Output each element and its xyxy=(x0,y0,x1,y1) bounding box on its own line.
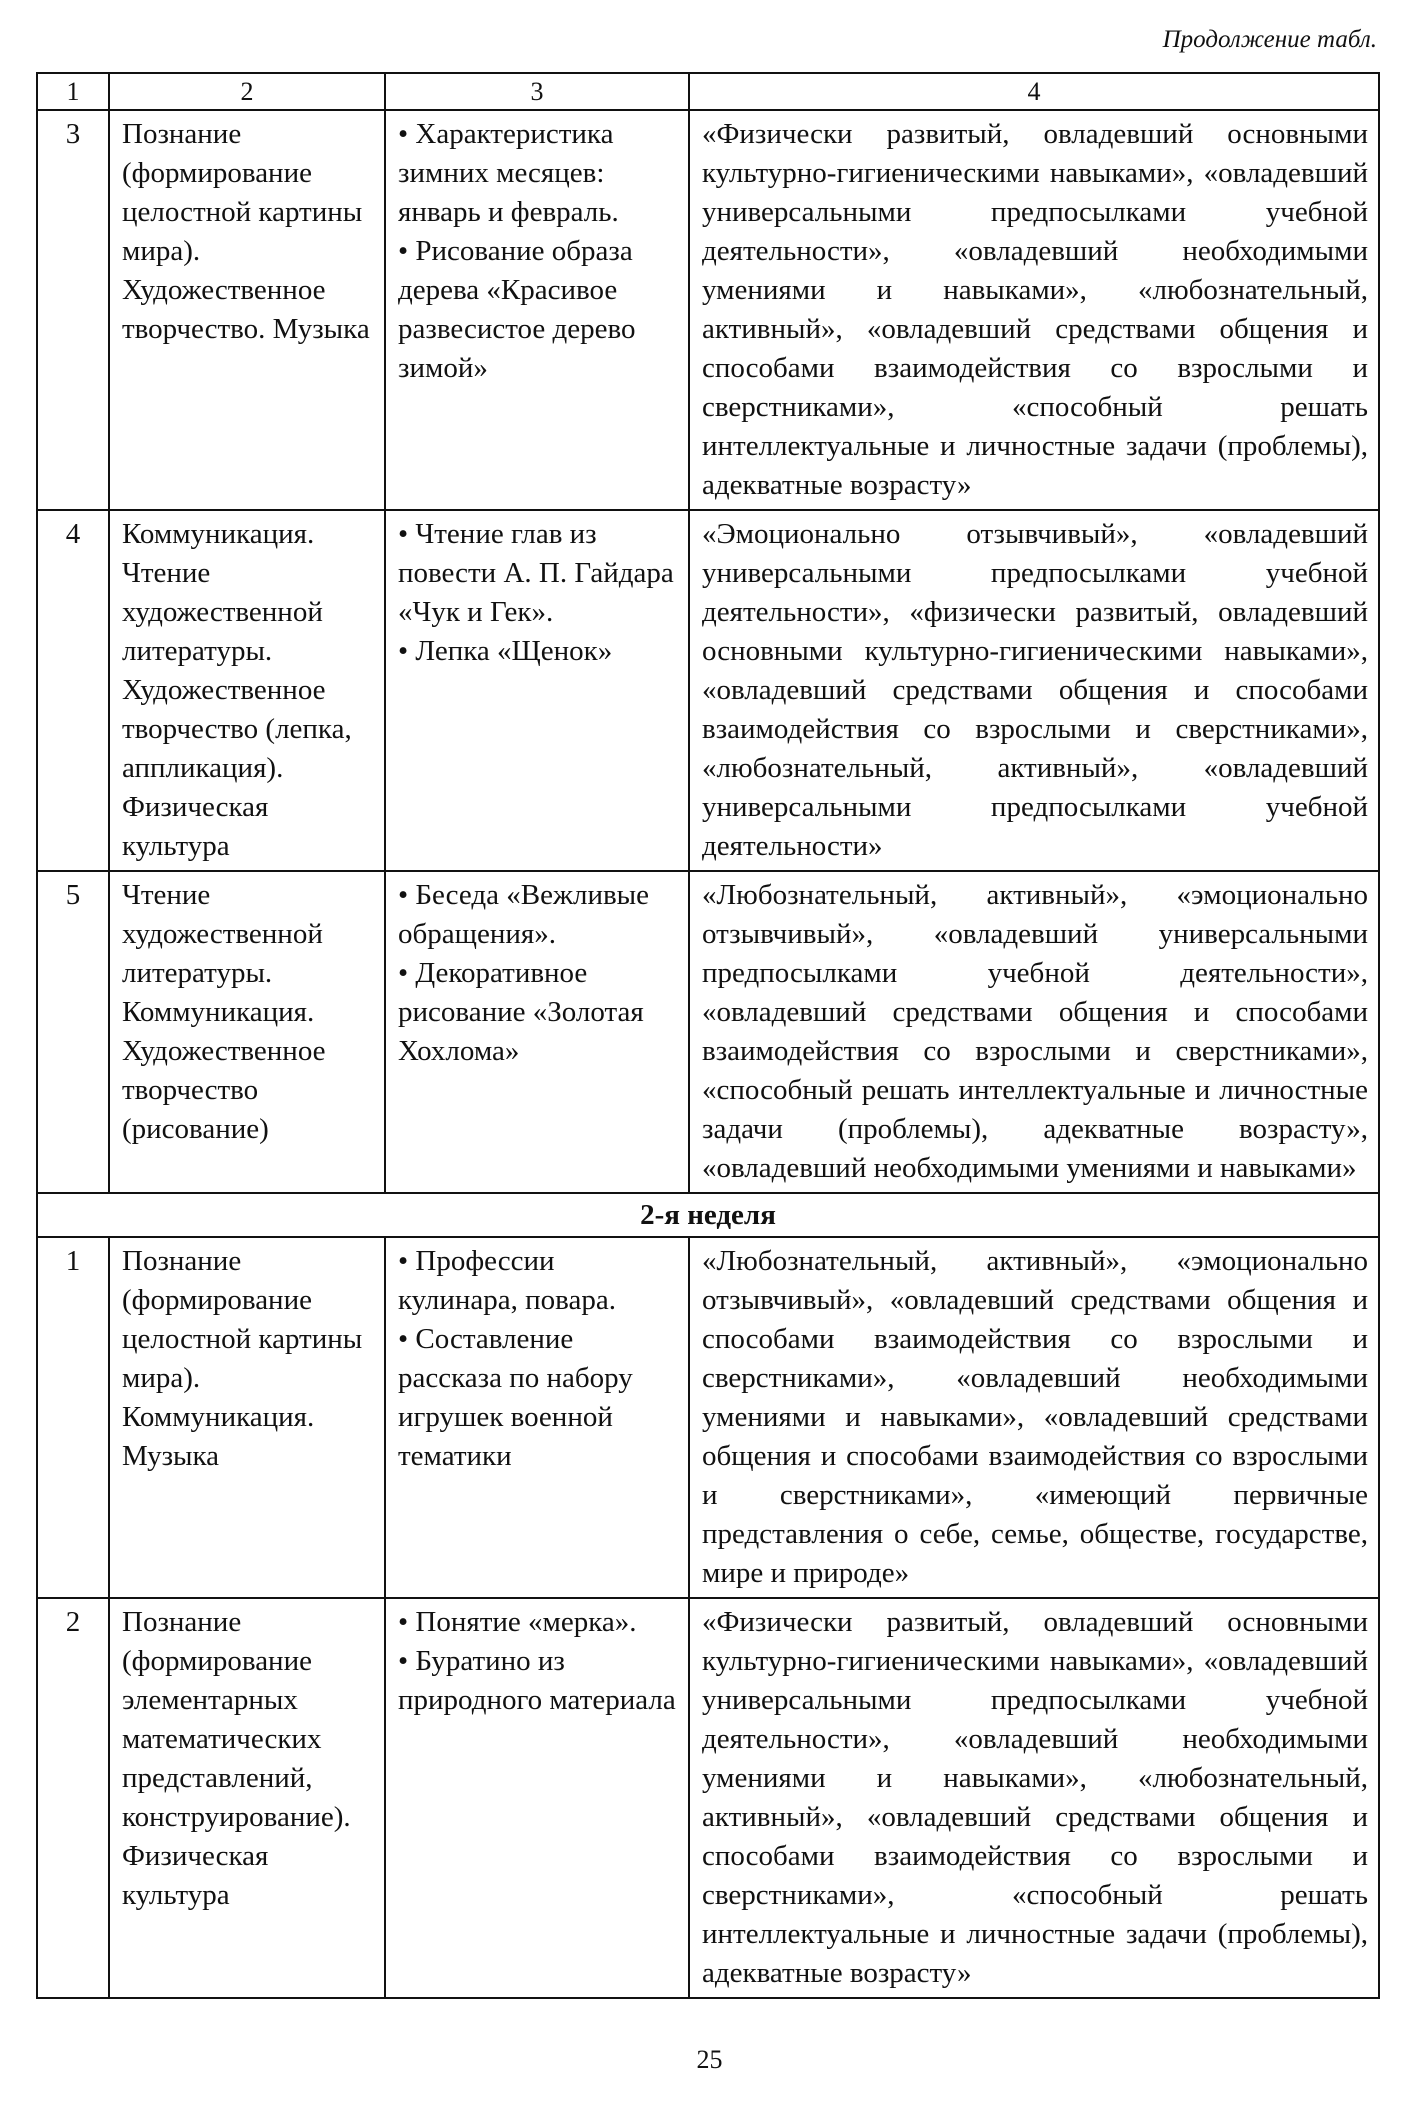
activity-item: • Профессии кулинара, повара. xyxy=(398,1245,616,1316)
table-row xyxy=(37,110,1379,510)
qualities-cell: «Любознательный, активный», «эмоционально отзывчивый», «овладевший средствами общения и способами взаимодействия со взрослыми и сверстниками», «овладевший необходимыми умениями и навыками», «овладевший средствами общения и способами взаимодействия со взрослыми и сверстниками», «имеющий первичные представления о себе, семье, обществе, государстве, мире и природе» xyxy=(689,1237,1379,1598)
activity-item: • Буратино из природного материала xyxy=(398,1645,676,1716)
qualities-cell: «Эмоционально отзывчивый», «овладевший универсальными предпосылками учебной деятельности», «физически развитый, овладевший основными культурно-гигиеническими навыками», «овладевший средствами общения и способами взаимодействия со взрослыми и сверстниками», «любознательный, активный», «овладевший универсальными предпосылками учебной деятельности» xyxy=(689,510,1379,871)
activities-cell xyxy=(385,871,689,1193)
activities-cell xyxy=(385,110,689,510)
header-col-1: 1 xyxy=(37,73,109,110)
table-row xyxy=(37,871,1379,1193)
row-number: 2 xyxy=(37,1598,109,1998)
header-col-4: 4 xyxy=(689,73,1379,110)
activity-item: • Рисование образа дерева «Красивое развесистое дерево зимой» xyxy=(398,235,636,384)
educational-areas-cell: Познание (формирование элементарных математических представлений, конструирование). Физическая культура xyxy=(109,1598,385,1998)
week-header-row xyxy=(37,1193,1379,1237)
activities-cell xyxy=(385,1598,689,1998)
row-number: 1 xyxy=(37,1237,109,1598)
row-number: 3 xyxy=(37,110,109,510)
activities-cell xyxy=(385,1237,689,1598)
table-row xyxy=(37,1598,1379,1998)
educational-areas-cell: Чтение художественной литературы. Коммуникация. Художественное творчество (рисование) xyxy=(109,871,385,1193)
continuation-label: Продолжение табл. xyxy=(1162,26,1377,53)
activity-item: • Декоративное рисование «Золотая Хохлома» xyxy=(398,957,644,1067)
activity-item: • Чтение глав из повести А. П. Гайдара «Чук и Гек». xyxy=(398,518,674,628)
row-number: 4 xyxy=(37,510,109,871)
row-number: 5 xyxy=(37,871,109,1193)
educational-areas-cell: Познание (формирование целостной картины мира). Коммуникация. Музыка xyxy=(109,1237,385,1598)
lesson-plan-table xyxy=(36,72,1380,1999)
activity-item: • Понятие «мерка». xyxy=(398,1606,637,1638)
activity-item: • Беседа «Вежливые обращения». xyxy=(398,879,650,950)
week-label: 2-я неделя xyxy=(37,1193,1379,1237)
header-col-2: 2 xyxy=(109,73,385,110)
page-number: 25 xyxy=(696,2045,723,2074)
table-row xyxy=(37,1237,1379,1598)
educational-areas-cell: Познание (формирование целостной картины мира). Художественное творчество. Музыка xyxy=(109,110,385,510)
activity-item: • Характеристика зимних месяцев: январь и февраль. xyxy=(398,118,619,228)
header-col-3: 3 xyxy=(385,73,689,110)
qualities-cell: «Физически развитый, овладевший основными культурно-гигиеническими навыками», «овладевший универсальными предпосылками учебной деятельности», «овладевший необходимыми умениями и навыками», «любознательный, активный», «овладевший средствами общения и способами взаимодействия со взрослыми и сверстниками», «способный решать интеллектуальные и личностные задачи (проблемы), адекватные возрасту» xyxy=(689,1598,1379,1998)
activities-cell xyxy=(385,510,689,871)
activity-item: • Лепка «Щенок» xyxy=(398,635,613,667)
qualities-cell: «Физически развитый, овладевший основными культурно-гигиеническими навыками», «овладевший универсальными предпосылками учебной деятельности», «овладевший необходимыми умениями и навыками», «любознательный, активный», «овладевший средствами общения и способами взаимодействия со взрослыми и сверстниками», «способный решать интеллектуальные и личностные задачи (проблемы), адекватные возрасту» xyxy=(689,110,1379,510)
header-row xyxy=(37,73,1379,110)
qualities-cell: «Любознательный, активный», «эмоционально отзывчивый», «овладевший универсальными предпосылками учебной деятельности», «овладевший средствами общения и способами взаимодействия со взрослыми и сверстниками», «способный решать интеллектуальные и личностные задачи (проблемы), адекватные возрасту», «овладевший необходимыми умениями и навыками» xyxy=(689,871,1379,1193)
educational-areas-cell: Коммуникация. Чтение художественной литературы. Художественное творчество (лепка, аппликация). Физическая культура xyxy=(109,510,385,871)
table-row xyxy=(37,510,1379,871)
activity-item: • Составление рассказа по набору игрушек военной тематики xyxy=(398,1323,633,1472)
